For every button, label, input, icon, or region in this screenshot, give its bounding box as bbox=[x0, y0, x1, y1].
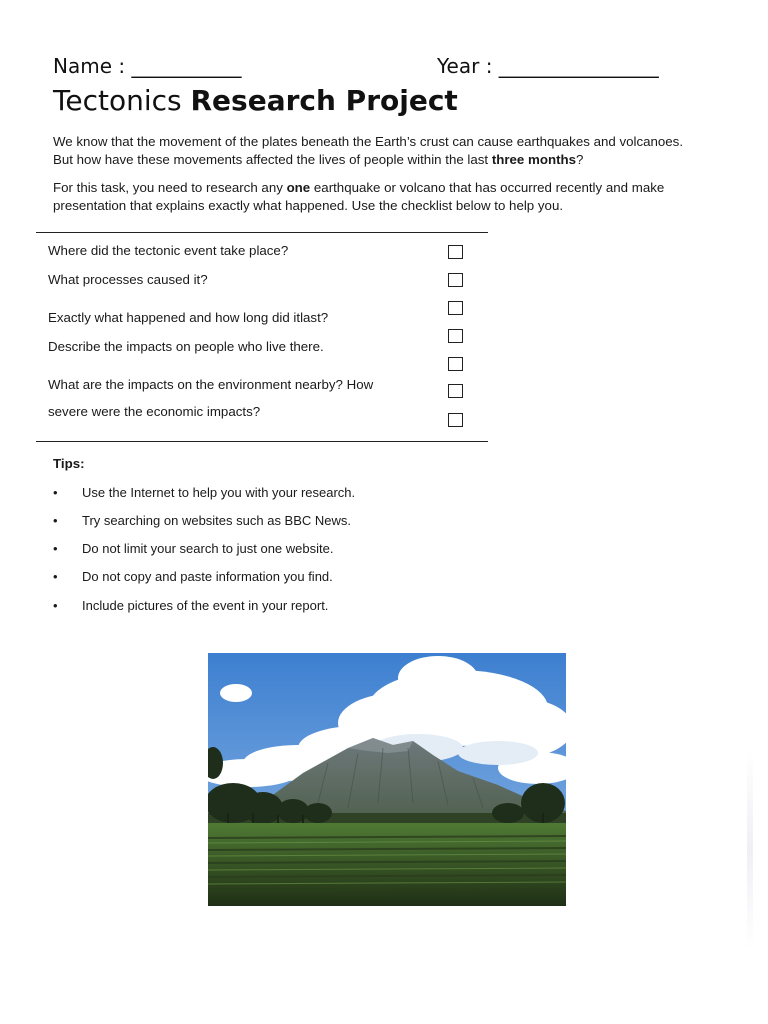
intro-paragraph-1 bbox=[53, 133, 703, 169]
tip-item: Try searching on websites such as BBC News. bbox=[82, 513, 352, 528]
checkbox[interactable] bbox=[448, 301, 463, 315]
title-plain: Tectonics bbox=[53, 84, 191, 117]
checkbox[interactable] bbox=[448, 384, 463, 398]
tip-item: Do not copy and paste information you find. bbox=[82, 569, 333, 584]
intro-p1-text: We know that the movement of the plates beneath the Earth’s crust can cause earthquakes and volcanoes. But how have these movements affected the lives of people within the last bbox=[53, 134, 684, 167]
volcano-landscape-image bbox=[208, 653, 566, 906]
checklist-bottom-rule bbox=[36, 441, 488, 442]
intro-p1-bold: three months bbox=[491, 152, 577, 167]
checklist-question: Describe the impacts on people who live there. bbox=[48, 339, 324, 354]
intro-p1-end: ? bbox=[576, 152, 584, 167]
bullet-icon: • bbox=[53, 485, 58, 500]
bullet-icon: • bbox=[53, 569, 58, 584]
name-field[interactable]: Name : ___________ bbox=[53, 54, 242, 78]
checklist-top-rule bbox=[36, 232, 488, 233]
checklist-question: What processes caused it? bbox=[48, 272, 208, 287]
tip-item: Include pictures of the event in your report. bbox=[82, 598, 329, 613]
page-edge-shadow bbox=[747, 750, 753, 950]
page-title bbox=[53, 84, 458, 117]
checkbox[interactable] bbox=[448, 329, 463, 343]
tip-item: Use the Internet to help you with your research. bbox=[82, 485, 356, 500]
checkbox[interactable] bbox=[448, 245, 463, 259]
bullet-icon: • bbox=[53, 513, 58, 528]
bullet-icon: • bbox=[53, 598, 58, 613]
volcano-photo bbox=[208, 653, 566, 906]
bullet-icon: • bbox=[53, 541, 58, 556]
tips-heading: Tips: bbox=[53, 456, 85, 471]
intro-p2-bold: one bbox=[286, 180, 311, 195]
title-bold: Research Project bbox=[190, 84, 458, 117]
checklist-question: Where did the tectonic event take place? bbox=[48, 243, 289, 258]
intro-p2-text: For this task, you need to research any bbox=[53, 180, 287, 195]
tip-item: Do not limit your search to just one website. bbox=[82, 541, 334, 556]
checkbox[interactable] bbox=[448, 413, 463, 427]
checkbox[interactable] bbox=[448, 273, 463, 287]
checklist-question: Exactly what happened and how long did itlast? bbox=[48, 310, 329, 325]
checklist-question: What are the impacts on the environment nearby? How bbox=[48, 377, 374, 392]
checklist-question: severe were the economic impacts? bbox=[48, 404, 261, 419]
intro-p2-end: earthquake or volcano that has occurred recently and make presentation that explains exactly what happened. Use the checklist below to help you. bbox=[53, 180, 665, 213]
checkbox[interactable] bbox=[448, 357, 463, 371]
intro-paragraph-2 bbox=[53, 179, 703, 215]
year-field[interactable]: Year : ________________ bbox=[437, 54, 659, 78]
